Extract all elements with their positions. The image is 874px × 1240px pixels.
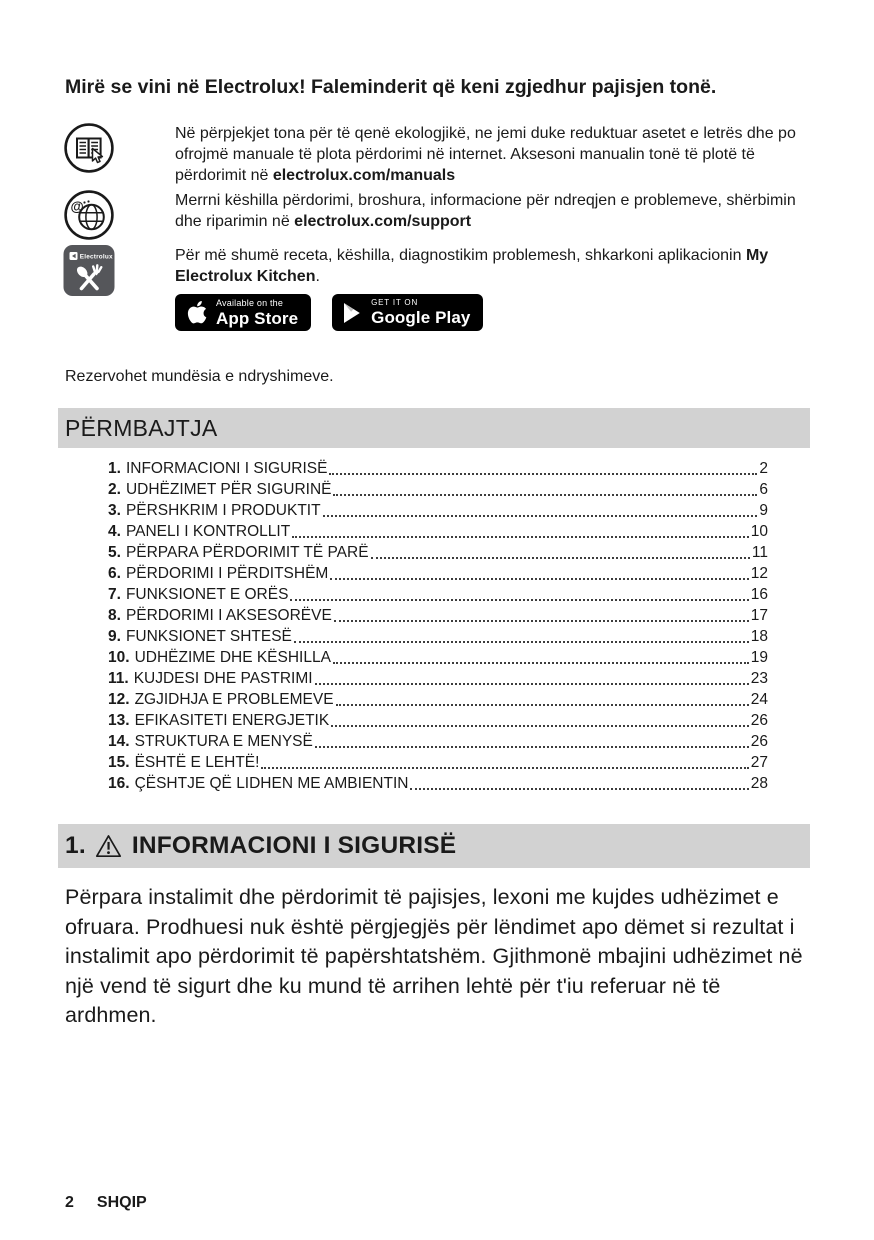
dot-leader [336,704,749,706]
electrolux-kitchen-app-icon [63,244,115,331]
page-title: Mirë se vini në Electrolux! Faleminderit që keni zgjedhur pajisjen tonë. [65,76,717,98]
google-play-badge-tagline: GET IT ON [371,298,419,307]
dot-leader [333,494,757,496]
intro-text-support [175,189,810,241]
toc-heading-bar [58,408,810,448]
intro-text: Për më shumë receta, këshilla, diagnostikim problemesh, shkarkoni aplikacionin [175,247,746,264]
intro-text: Merrni këshilla përdorimi, broshura, informacione për ndreqjen e problemeve, shërbimin dhe riparimin në [175,192,796,230]
section-title: INFORMACIONI I SIGURISË [131,832,457,859]
toc-item[interactable]: 9. FUNKSIONET SHTESË 18 [108,628,768,645]
toc-item[interactable]: 2. UDHËZIMET PËR SIGURINË 6 [108,481,768,498]
toc-item[interactable]: 8. PËRDORIMI I AKSESORËVE 17 [108,607,768,624]
toc-item[interactable]: 4. PANELI I KONTROLLIT 10 [108,523,768,540]
dot-leader [261,767,748,769]
app-store-badge-tagline: Available on the [216,297,284,308]
toc-item[interactable]: 7. FUNKSIONET E ORËS 16 [108,586,768,603]
page-footer [65,1194,147,1212]
svg-text:@: @ [70,199,84,214]
footer-page-number: 2 [65,1194,74,1211]
google-play-badge[interactable] [332,294,483,331]
intro-text-manuals [175,122,810,186]
user-manual-book-icon [63,122,115,186]
toc-item[interactable]: 15. ËSHTË E LEHTË! 27 [108,754,768,771]
intro-row-support [63,189,810,241]
toc-item[interactable]: 1. INFORMACIONI I SIGURISË 2 [108,460,768,477]
support-link: electrolux.com/support [294,213,472,230]
toc-item[interactable]: 6. PËRDORIMI I PËRDITSHËM 12 [108,565,768,582]
toc-item[interactable]: 10. UDHËZIME DHE KËSHILLA 19 [108,649,768,666]
dot-leader [292,536,749,538]
dot-leader [330,578,748,580]
toc-heading: PËRMBAJTJA [65,414,218,441]
toc-item[interactable]: 14. STRUKTURA E MENYSË 26 [108,733,768,750]
dot-leader [334,620,749,622]
support-globe-icon [63,189,115,241]
app-store-badge-label: App Store [216,308,299,328]
toc-item[interactable]: 12. ZGJIDHJA E PROBLEMEVE 24 [108,691,768,708]
intro-text: Në përpjekjet tona për të qenë ekologjikë, ne jemi duke reduktuar asetet e letrës dhe po ofrojmë manuale të plota përdorimi në internet. Aksesoni manualin tonë të plotë të përdorimit në [175,125,796,184]
app-store-badge[interactable] [175,294,311,331]
dot-leader [331,725,749,727]
intro-section [63,122,810,331]
intro-row-app [63,244,810,331]
section-body: Përpara instalimit dhe përdorimit të pajisjes, lexoni me kujdes udhëzimet e ofruara. Prodhuesi nuk është përgjegjës për lëndimet apo dëmet si rezultat i instalimit apo përdorimit të papërshtatshëm. Gjithmonë mbajini udhëzimet në një vend të sigurt dhe ku mund të arrihen lehtë për t'iu referuar në të ardhmen. [65,885,803,1027]
dot-leader [333,662,749,664]
dot-leader [315,746,749,748]
dot-leader [294,641,749,643]
toc-item[interactable]: 11. KUJDESI DHE PASTRIMI 23 [108,670,768,687]
toc-item[interactable]: 13. EFIKASITETI ENERGJETIK 26 [108,712,768,729]
page-content [58,0,810,1031]
changes-notice: Rezervohet mundësia e ndryshimeve. [65,368,334,385]
google-play-logo-icon [343,302,362,324]
toc-item[interactable]: 3. PËRSHKRIM I PRODUKTIT 9 [108,502,768,519]
manuals-link: electrolux.com/manuals [272,167,456,184]
section-number: 1. [65,832,86,859]
app-name: My Electrolux Kitchen [175,247,769,285]
dot-leader [323,515,758,517]
store-badges [175,294,810,331]
intro-text-app: Për më shumë receta, këshilla, diagnostikim problemesh, shkarkoni aplikacionin My Electrolux Kitchen. Available on the App Store GET IT ON Google Play [175,244,810,331]
dot-leader [410,788,748,790]
toc-item[interactable]: 5. PËRPARA PËRDORIMIT TË PARË 11 [108,544,768,561]
table-of-contents [58,458,810,794]
footer-language: SHQIP [96,1194,147,1211]
apple-logo-icon [186,300,207,325]
dot-leader [315,683,749,685]
section-heading-bar [58,824,810,868]
dot-leader [290,599,748,601]
dot-leader [329,473,757,475]
dot-leader [371,557,750,559]
toc-item[interactable]: 16. ÇËSHTJE QË LIDHEN ME AMBIENTIN 28 [108,775,768,792]
warning-triangle-icon [95,834,122,858]
google-play-badge-label: Google Play [371,308,471,327]
tile-brand-text: Electrolux [79,253,113,261]
intro-row-manuals [63,122,810,186]
